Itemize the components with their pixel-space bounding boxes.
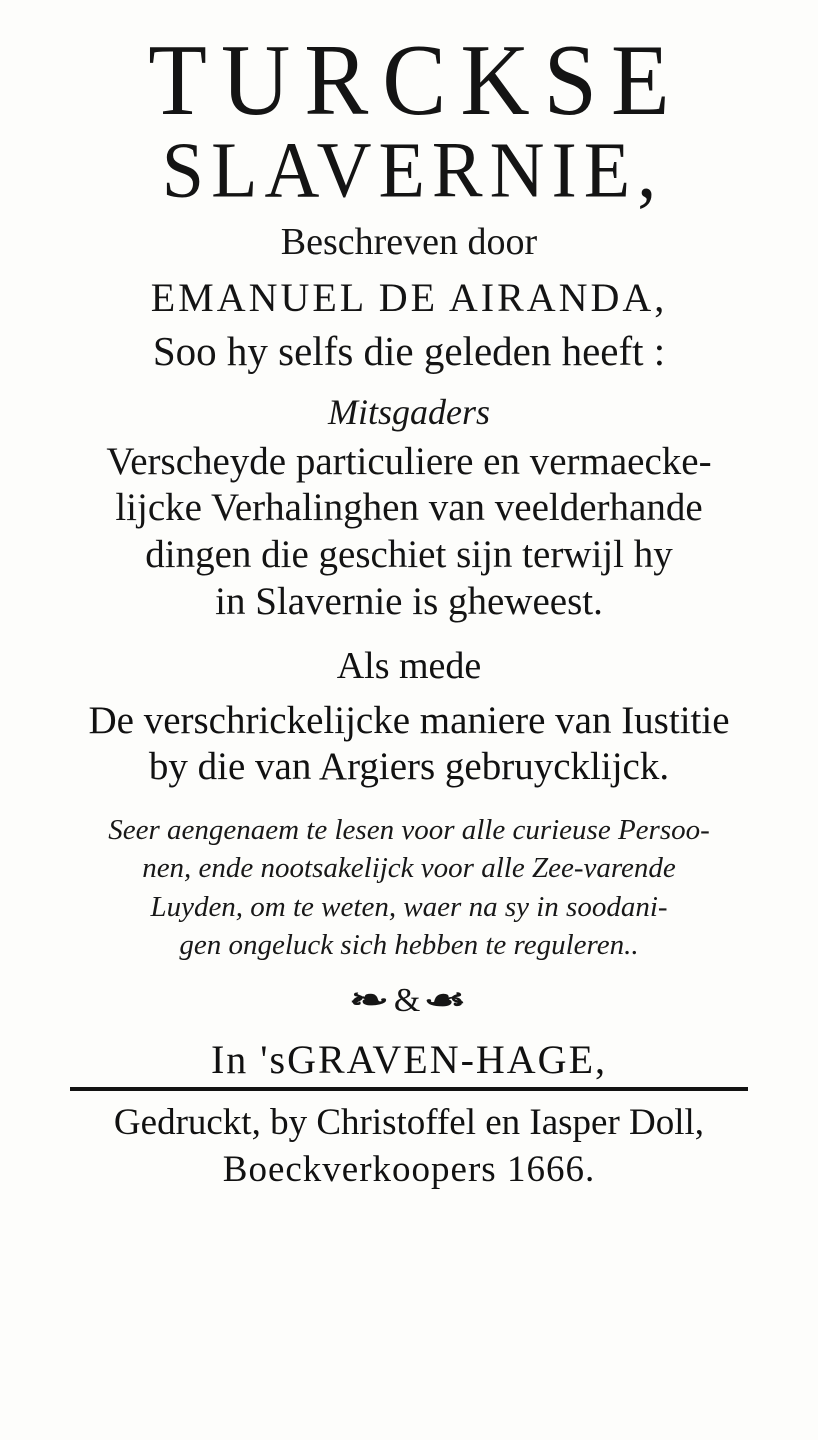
reader-note — [74, 812, 744, 963]
justice-line: De verschrickelijcke maniere van Iustitie — [88, 699, 730, 743]
justice-description — [40, 698, 778, 790]
title-page-content — [40, 22, 778, 1191]
printers-ornament — [40, 980, 778, 1022]
contents-description — [40, 439, 778, 625]
reader-note-line: Luyden, om te weten, waer na sy in soodani- — [150, 890, 668, 923]
imprint-printer: Gedruckt, by Christoffel en Iasper Doll, — [113, 1101, 705, 1143]
author-note: Soo hy selfs die geleden heeft : — [152, 327, 666, 374]
contents-line: lijcke Verhalinghen van veelderhande — [115, 486, 703, 530]
reader-note-line: gen ongeluck sich hebben te reguleren.. — [179, 928, 639, 961]
ornament-right-icon: ☙ — [423, 984, 470, 1018]
ornament-left-icon: ❧ — [348, 984, 393, 1018]
contents-line: dingen die geschiet sijn terwijl hy — [145, 533, 673, 577]
imprint-city: In 'sGRAVEN-HAGE, — [210, 1036, 607, 1082]
divider-rule — [70, 1087, 748, 1091]
contents-line: Verscheyde particuliere en vermaecke- — [106, 439, 712, 483]
page-title-line-1: TURCKSE — [148, 22, 684, 137]
reader-note-line: nen, ende nootsakelijck voor alle Zee-varende — [142, 852, 676, 885]
imprint-sellers-year: Boeckverkoopers 1666. — [222, 1148, 596, 1190]
byline: Beschreven door — [280, 220, 538, 263]
reader-note-line: Seer aengenaem te lesen voor alle curieuse Persoo- — [108, 814, 710, 847]
justice-line: by die van Argiers gebruycklijck. — [148, 745, 670, 789]
als-mede-heading: Als mede — [336, 645, 482, 688]
page-title-line-2: SLAVERNIE, — [161, 126, 664, 215]
contents-line: in Slavernie is gheweest. — [215, 579, 603, 623]
ornament-center-icon: & — [393, 981, 423, 1019]
mitsgaders-heading: Mitsgaders — [328, 391, 490, 432]
author-name: EMANUEL DE AIRANDA, — [150, 274, 668, 320]
